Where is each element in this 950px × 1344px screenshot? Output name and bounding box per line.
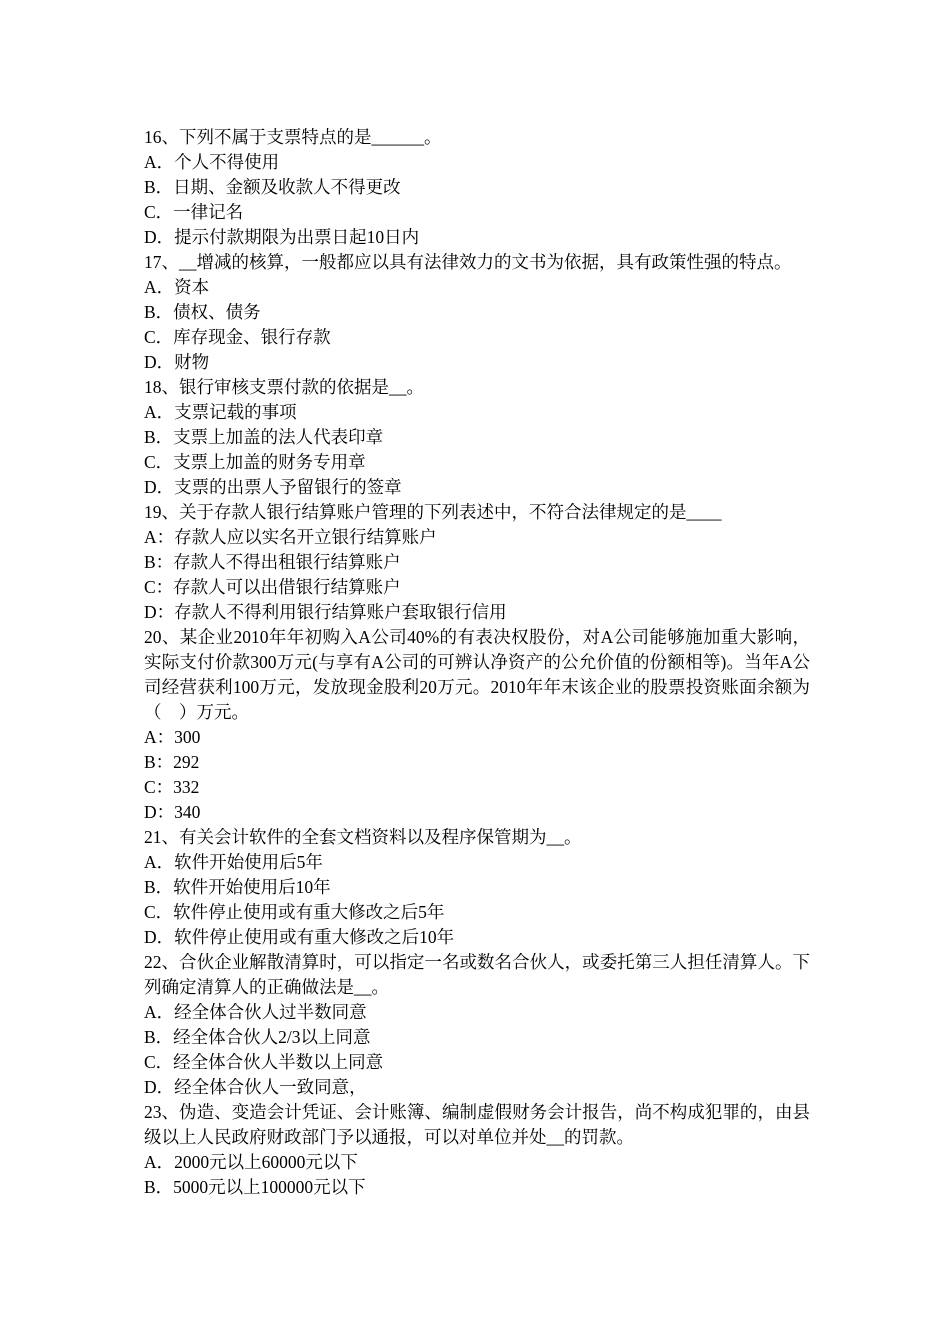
option-c: C．软件停止使用或有重大修改之后5年 — [144, 902, 445, 922]
option-c: C．支票上加盖的财务专用章 — [144, 452, 366, 472]
option-b: B．日期、金额及收款人不得更改 — [144, 177, 401, 197]
question-23 — [144, 1100, 810, 1200]
option-a: A．2000元以上60000元以下 — [144, 1152, 358, 1172]
document-page — [144, 125, 810, 1200]
question-18 — [144, 375, 810, 500]
question-stem: 16、下列不属于支票特点的是______。 — [144, 127, 442, 147]
question-19 — [144, 500, 810, 625]
option-c: C．库存现金、银行存款 — [144, 327, 331, 347]
question-stem: 18、银行审核支票付款的依据是__。 — [144, 377, 424, 397]
option-d: D．经全体合伙人一致同意， — [144, 1077, 367, 1097]
option-a: A：存款人应以实名开立银行结算账户 — [144, 527, 437, 547]
option-b: B．软件开始使用后10年 — [144, 877, 331, 897]
option-b: B：存款人不得出租银行结算账户 — [144, 552, 401, 572]
option-c: C．一律记名 — [144, 202, 244, 222]
option-d: D．软件停止使用或有重大修改之后10年 — [144, 927, 455, 947]
question-21 — [144, 825, 810, 950]
option-b: B．5000元以上100000元以下 — [144, 1177, 366, 1197]
option-d: D：340 — [144, 802, 201, 822]
option-c: C．经全体合伙人半数以上同意 — [144, 1052, 384, 1072]
option-d: D：存款人不得利用银行结算账户套取银行信用 — [144, 602, 507, 622]
option-b: B：292 — [144, 752, 200, 772]
option-d: D．支票的出票人予留银行的签章 — [144, 477, 402, 497]
question-16 — [144, 125, 810, 250]
option-a: A．资本 — [144, 277, 210, 297]
option-a: A．软件开始使用后5年 — [144, 852, 323, 872]
option-a: A：300 — [144, 727, 201, 747]
question-22 — [144, 950, 810, 1100]
question-stem: 21、有关会计软件的全套文档资料以及程序保管期为__。 — [144, 827, 582, 847]
option-a: A．经全体合伙人过半数同意 — [144, 1002, 367, 1022]
option-c: C：存款人可以出借银行结算账户 — [144, 577, 401, 597]
question-17 — [144, 250, 810, 375]
option-b: B．债权、债务 — [144, 302, 261, 322]
option-a: A．个人不得使用 — [144, 152, 280, 172]
option-b: B．支票上加盖的法人代表印章 — [144, 427, 384, 447]
option-d: D．提示付款期限为出票日起10日内 — [144, 227, 420, 247]
question-stem: 23、伪造、变造会计凭证、会计账簿、编制虚假财务会计报告，尚不构成犯罪的，由县级以上人民政府财政部门予以通报，可以对单位并处__的罚款。 — [144, 1102, 810, 1147]
option-c: C：332 — [144, 777, 200, 797]
option-a: A．支票记载的事项 — [144, 402, 297, 422]
question-20 — [144, 625, 810, 825]
question-stem: 20、某企业2010年年初购入A公司40%的有表决权股份，对A公司能够施加重大影响，实际支付价款300万元(与享有A公司的可辨认净资产的公允价值的份额相等)。当年A公司经营获利100万元，发放现金股利20万元。2010年年末该企业的股票投资账面余额为（ ）万元。 — [144, 627, 810, 722]
question-stem: 22、合伙企业解散清算时，可以指定一名或数名合伙人，或委托第三人担任清算人。下列确定清算人的正确做法是__。 — [144, 952, 810, 997]
question-stem: 19、关于存款人银行结算账户管理的下列表述中，不符合法律规定的是____ — [144, 502, 722, 522]
question-stem: 17、__增减的核算，一般都应以具有法律效力的文书为依据，具有政策性强的特点。 — [144, 252, 792, 272]
option-b: B．经全体合伙人2/3以上同意 — [144, 1027, 371, 1047]
option-d: D．财物 — [144, 352, 210, 372]
